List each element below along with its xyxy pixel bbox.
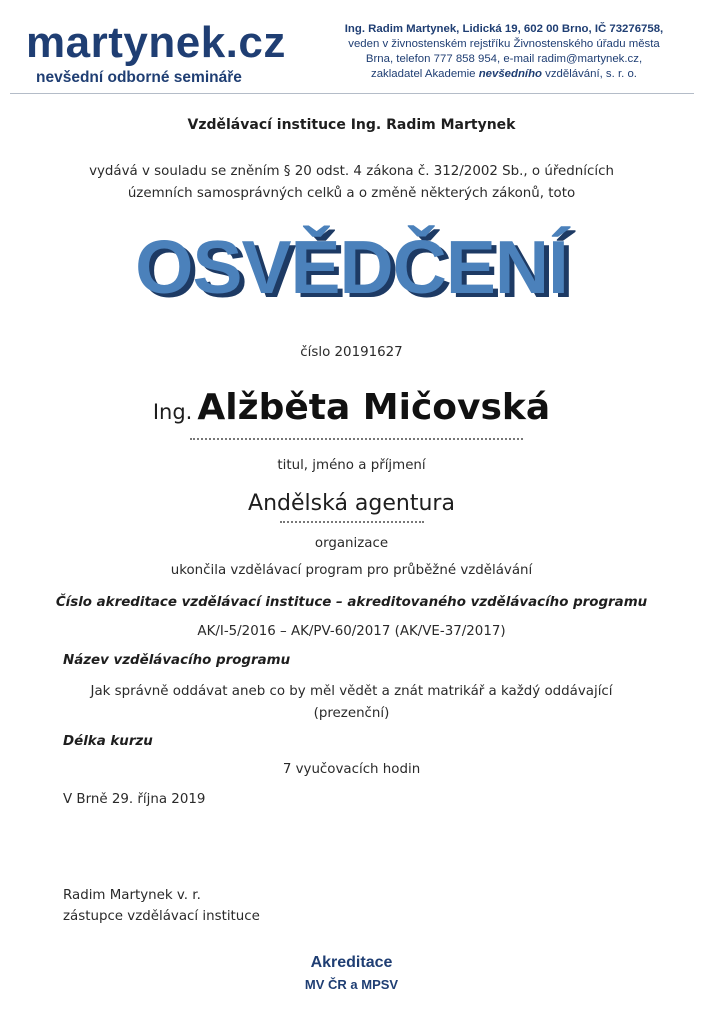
place-and-date: V Brně 29. října 2019: [63, 792, 206, 807]
certificate-number: číslo 20191627: [300, 345, 403, 360]
duration-label: Délka kurzu: [63, 734, 153, 749]
completion-statement: ukončila vzdělávací program pro průběžné vzdělávání: [170, 563, 533, 578]
organization-name: Andělská agentura: [248, 491, 455, 516]
letterhead-contact-info: [318, 22, 690, 82]
signatory-role: zástupce vzdělávací instituce: [63, 909, 260, 924]
accreditation-footer-title: Akreditace: [310, 954, 393, 971]
holder-name-row: [0, 387, 703, 428]
program-name: [70, 681, 633, 725]
letterhead-info-line-4-emphasis: nevšedního: [478, 68, 542, 80]
program-name-line-1: Jak správně oddávat aneb co by měl vědět a znát matrikář a každý oddávající: [90, 684, 613, 699]
letterhead-divider: [10, 93, 694, 94]
legal-basis-text: [60, 161, 643, 205]
duration-value: 7 vyučovacích hodin: [282, 762, 421, 777]
issuer-heading: Vzdělávací instituce Ing. Radim Martynek: [187, 117, 516, 133]
holder-name-dotted-line: [190, 438, 523, 440]
organization-caption: organizace: [314, 536, 389, 551]
accreditation-footer: [0, 953, 703, 995]
letterhead-info-line-4-post: vzdělávání, s. r. o.: [541, 68, 637, 80]
legal-basis-line-2: územních samosprávných celků a o změně některých zákonů, toto: [127, 186, 576, 201]
letterhead-info-line-3: Brna, telefon 777 858 954, e-mail radim@martynek.cz,: [365, 53, 643, 65]
letterhead-info-line-4-pre: zakladatel Akademie: [371, 68, 479, 80]
holder-academic-title: Ing.: [152, 400, 193, 424]
signatory-name: Radim Martynek v. r.: [63, 888, 201, 903]
program-name-line-2: (prezenční): [313, 706, 390, 721]
legal-basis-line-1: vydává v souladu se zněním § 20 odst. 4 zákona č. 312/2002 Sb., o úřednících: [89, 164, 614, 179]
brand-logo-text: martynek.cz: [26, 18, 286, 67]
letterhead-info-line-1: Ing. Radim Martynek, Lidická 19, 602 00 Brno, IČ 73276758,: [344, 23, 664, 35]
holder-full-name: Alžběta Mičovská: [197, 387, 551, 428]
accreditation-number: AK/I-5/2016 – AK/PV-60/2017 (AK/VE-37/2017): [197, 624, 506, 639]
letterhead-info-line-2: veden v živnostenském rejstříku Živnostenského úřadu města: [348, 38, 660, 50]
certificate-title: OSVĚDČENÍ: [135, 225, 568, 309]
accreditation-label: Číslo akreditace vzdělávací instituce – akreditovaného vzdělávacího programu: [55, 595, 648, 610]
letterhead: [0, 0, 703, 96]
organization-dotted-line: [280, 521, 424, 523]
accreditation-footer-bodies: MV ČR a MPSV: [304, 977, 399, 992]
holder-name-caption: titul, jméno a příjmení: [277, 458, 426, 473]
letterhead-info-line-4: [318, 67, 690, 82]
brand-tagline: nevšední odborné semináře: [36, 69, 242, 86]
signatory-block: [63, 885, 260, 927]
program-label: Název vzdělávacího programu: [63, 653, 291, 668]
